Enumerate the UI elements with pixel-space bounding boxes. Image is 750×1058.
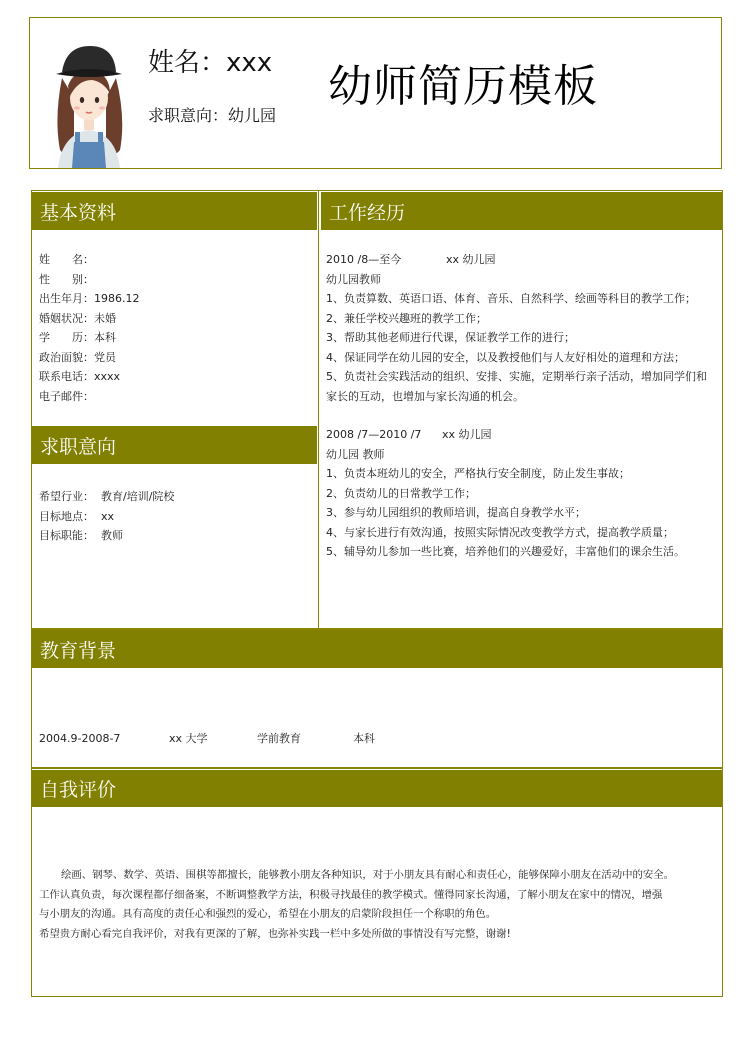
self-eval-line: 与小朋友的沟通。具有高度的责任心和强烈的爱心，希望在小朋友的启蒙阶段担任一个称职的角色。	[39, 908, 497, 920]
job-line: 3、参与幼儿园组织的教师培训，提高自身教学水平；	[326, 506, 586, 519]
field-value: xx	[101, 509, 115, 523]
job-period: 2008 /7—2010 /7	[326, 428, 422, 441]
field-label: 目标地点：	[39, 509, 94, 523]
job-line: 3、帮助其他老师进行代课，保证教学工作的进行；	[326, 331, 575, 344]
work-list	[326, 250, 718, 562]
basic-field	[39, 348, 309, 368]
education-row	[39, 729, 639, 749]
work-header: 工作经历	[321, 192, 722, 230]
self-eval-line: 希望贵方耐心看完自我评价，对我有更深的了解，也弥补实践一栏中多处所做的事情没有写完整，谢谢!	[39, 927, 511, 940]
edu-school: xx 大学	[169, 732, 208, 745]
field-value: 未婚	[94, 311, 116, 325]
girl-portrait-icon	[44, 38, 134, 168]
education-header: 教育背景	[32, 630, 722, 668]
intent-label: 求职意向：幼儿园	[148, 106, 277, 125]
intent-field	[39, 526, 309, 546]
job-line: 5、辅导幼儿参加一些比赛，培养他们的兴趣爱好，丰富他们的课余生活。	[326, 545, 685, 558]
job-header	[326, 425, 718, 445]
job-line: 4、保证同学在幼儿园的安全，以及教授他们与人友好相处的道理和方法；	[326, 350, 685, 364]
basic-field	[39, 270, 309, 290]
job-entry	[326, 250, 718, 406]
field-value: 1986.12	[94, 292, 140, 305]
job-company: xx 幼儿园	[442, 428, 492, 441]
job-line: 家长的互动，也增加与家长沟通的机会。	[326, 389, 524, 403]
job-line: 1、负责本班幼儿的安全，严格执行安全制度，防止发生事故；	[326, 467, 630, 480]
avatar	[44, 38, 134, 168]
basic-field	[39, 309, 309, 329]
intent-list	[39, 487, 309, 546]
field-label: 婚姻状况：	[39, 311, 94, 325]
job-period: 2010 /8—至今	[326, 253, 402, 266]
field-label: 目标职能：	[39, 529, 94, 542]
field-value: 教育/培训/院校	[101, 490, 175, 503]
field-label: 性 别：	[39, 272, 94, 286]
basic-info-header: 基本资料	[32, 192, 317, 230]
edu-major: 学前教育	[257, 732, 301, 745]
field-label: 电子邮件：	[39, 389, 94, 403]
job-entry	[326, 425, 718, 562]
intent-field	[39, 487, 309, 507]
job-line: 1、负责算数、英语口语、体育、音乐、自然科学、绘画等科目的教学工作；	[326, 292, 696, 305]
job-line: 4、与家长进行有效沟通，按照实际情况改变教学方式，提高教学质量；	[326, 525, 674, 539]
basic-field	[39, 387, 309, 407]
job-company: xx 幼儿园	[446, 253, 496, 266]
intent-header: 求职意向	[32, 426, 317, 464]
edu-degree: 本科	[353, 732, 375, 745]
field-value: 本科	[94, 331, 116, 344]
field-value: 党员	[94, 350, 116, 364]
field-label: 联系电话：	[39, 370, 94, 383]
basic-field	[39, 367, 309, 387]
field-label: 姓 名：	[39, 253, 94, 266]
job-line: 5、负责社会实践活动的组织、安排、实施，定期举行亲子活动，增加同学们和	[326, 370, 707, 383]
self-eval-line: 绘画、钢琴、数学、英语、围棋等都擅长，能够教小朋友各种知识，对于小朋友具有耐心和责任心，能够保障小朋友在活动中的安全。	[61, 869, 675, 881]
self-eval-header: 自我评价	[32, 770, 722, 807]
field-label: 学 历：	[39, 331, 94, 344]
edu-period: 2004.9-2008-7	[39, 732, 121, 745]
basic-field	[39, 289, 309, 309]
job-line: 2、负责幼儿的日常教学工作；	[326, 486, 476, 500]
job-role: 幼儿园 教师	[326, 447, 385, 461]
self-eval-text	[39, 866, 719, 944]
page-title: 幼师简历模板	[328, 61, 598, 112]
basic-field	[39, 250, 309, 270]
field-label: 政治面貌：	[39, 350, 94, 364]
intent-field	[39, 507, 309, 527]
field-value: xxxx	[94, 370, 121, 383]
basic-field	[39, 328, 309, 348]
job-role: 幼儿园教师	[326, 272, 381, 286]
name-label: 姓名：xxx	[148, 48, 273, 78]
basic-info-list	[39, 250, 309, 406]
job-header	[326, 250, 718, 270]
middle-divider	[318, 190, 319, 630]
field-label: 希望行业：	[39, 490, 94, 503]
field-value: 教师	[101, 529, 123, 542]
self-eval-line: 工作认真负责，每次课程都仔细备案，不断调整教学方法，积极寻找最佳的教学模式。懂得同家长沟通，了解小朋友在家中的情况，增强	[39, 888, 663, 901]
field-label: 出生年月：	[39, 292, 94, 305]
job-line: 2、兼任学校兴趣班的教学工作；	[326, 311, 487, 325]
